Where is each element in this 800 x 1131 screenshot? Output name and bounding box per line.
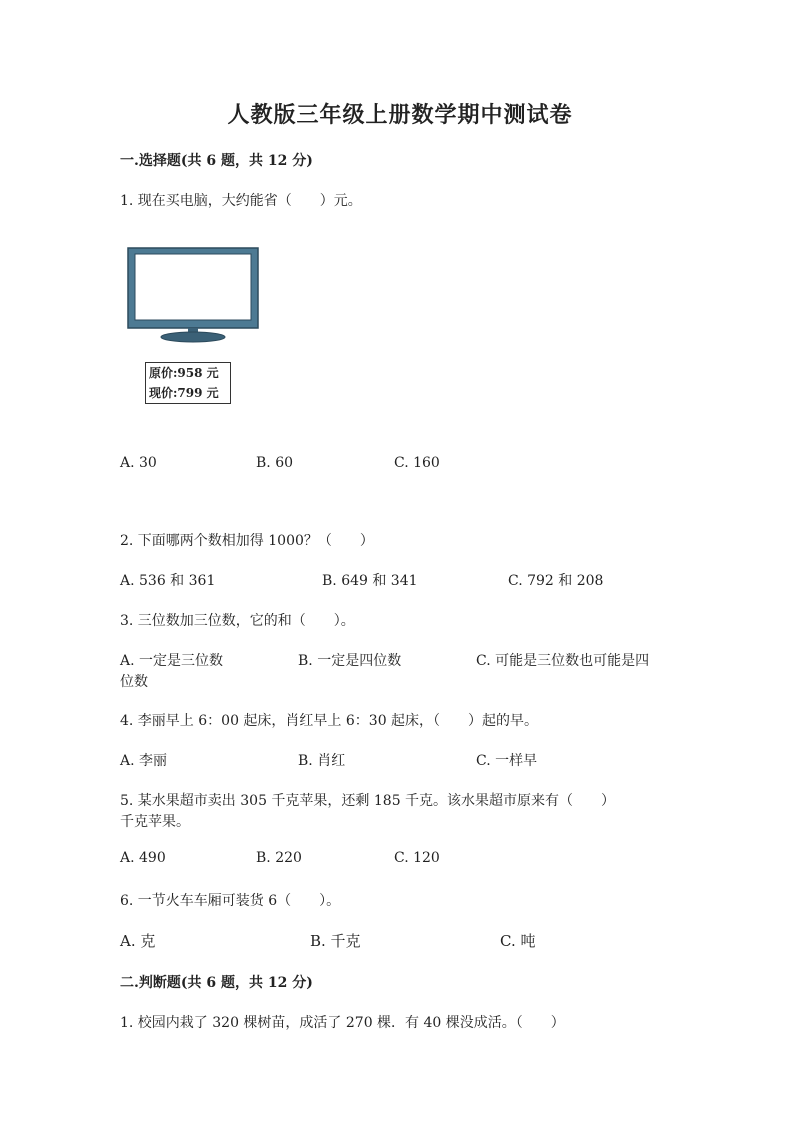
q2-option-c: C. 792 和 208 [508, 573, 604, 589]
q5-option-b: B. 220 [256, 850, 302, 866]
price-tag [145, 362, 231, 404]
q3-option-a: A. 一定是三位数 [120, 653, 224, 669]
q4-option-b: B. 肖红 [298, 753, 346, 769]
q3-option-b: B. 一定是四位数 [298, 653, 402, 669]
question-1-text: 1. 现在买电脑，大约能省（ ）元。 [120, 193, 362, 209]
q3-option-c: C. 可能是三位数也可能是四 [476, 653, 650, 669]
price-original: 原价:958 元 [149, 366, 219, 380]
q4-option-a: A. 李丽 [120, 753, 168, 769]
question-4-text: 4. 李丽早上 6：00 起床，肖红早上 6：30 起床，（ ）起的早。 [120, 713, 539, 729]
judgement-1-text: 1. 校园内栽了 320 棵树苗，成活了 270 棵．有 40 棵没成活。（ ） [120, 1015, 565, 1031]
question-5-text: 5. 某水果超市卖出 305 千克苹果，还剩 185 千克。该水果超市原来有（ ） [120, 793, 616, 809]
q1-option-a: A. 30 [120, 455, 157, 471]
question-2-text: 2. 下面哪两个数相加得 1000？（ ） [120, 533, 374, 549]
q2-option-a: A. 536 和 361 [120, 573, 216, 589]
q5-option-a: A. 490 [120, 850, 166, 866]
q6-option-a: A. 克 [120, 932, 156, 950]
q6-option-b: B. 千克 [310, 932, 361, 950]
q2-option-b: B. 649 和 341 [322, 573, 418, 589]
q4-option-c: C. 一样早 [476, 753, 538, 769]
question-6-text: 6. 一节火车车厢可装货 6（ ）。 [120, 893, 341, 909]
q5-option-c: C. 120 [394, 850, 440, 866]
section-heading-judgement: 二.判断题(共 6 题，共 12 分) [120, 975, 313, 991]
q6-option-c: C. 吨 [500, 932, 536, 950]
question-3-text: 3. 三位数加三位数，它的和（ ）。 [120, 613, 355, 629]
q3-option-c-wrap: 位数 [120, 674, 148, 690]
page-title: 人教版三年级上册数学期中测试卷 [227, 102, 573, 128]
q1-option-c: C. 160 [394, 455, 440, 471]
section-heading-choice: 一.选择题(共 6 题，共 12 分) [120, 153, 313, 169]
price-current: 现价:799 元 [149, 386, 219, 400]
q1-option-b: B. 60 [256, 455, 294, 471]
monitor-illustration [126, 246, 260, 346]
question-5-text-wrap: 千克苹果。 [120, 814, 190, 830]
